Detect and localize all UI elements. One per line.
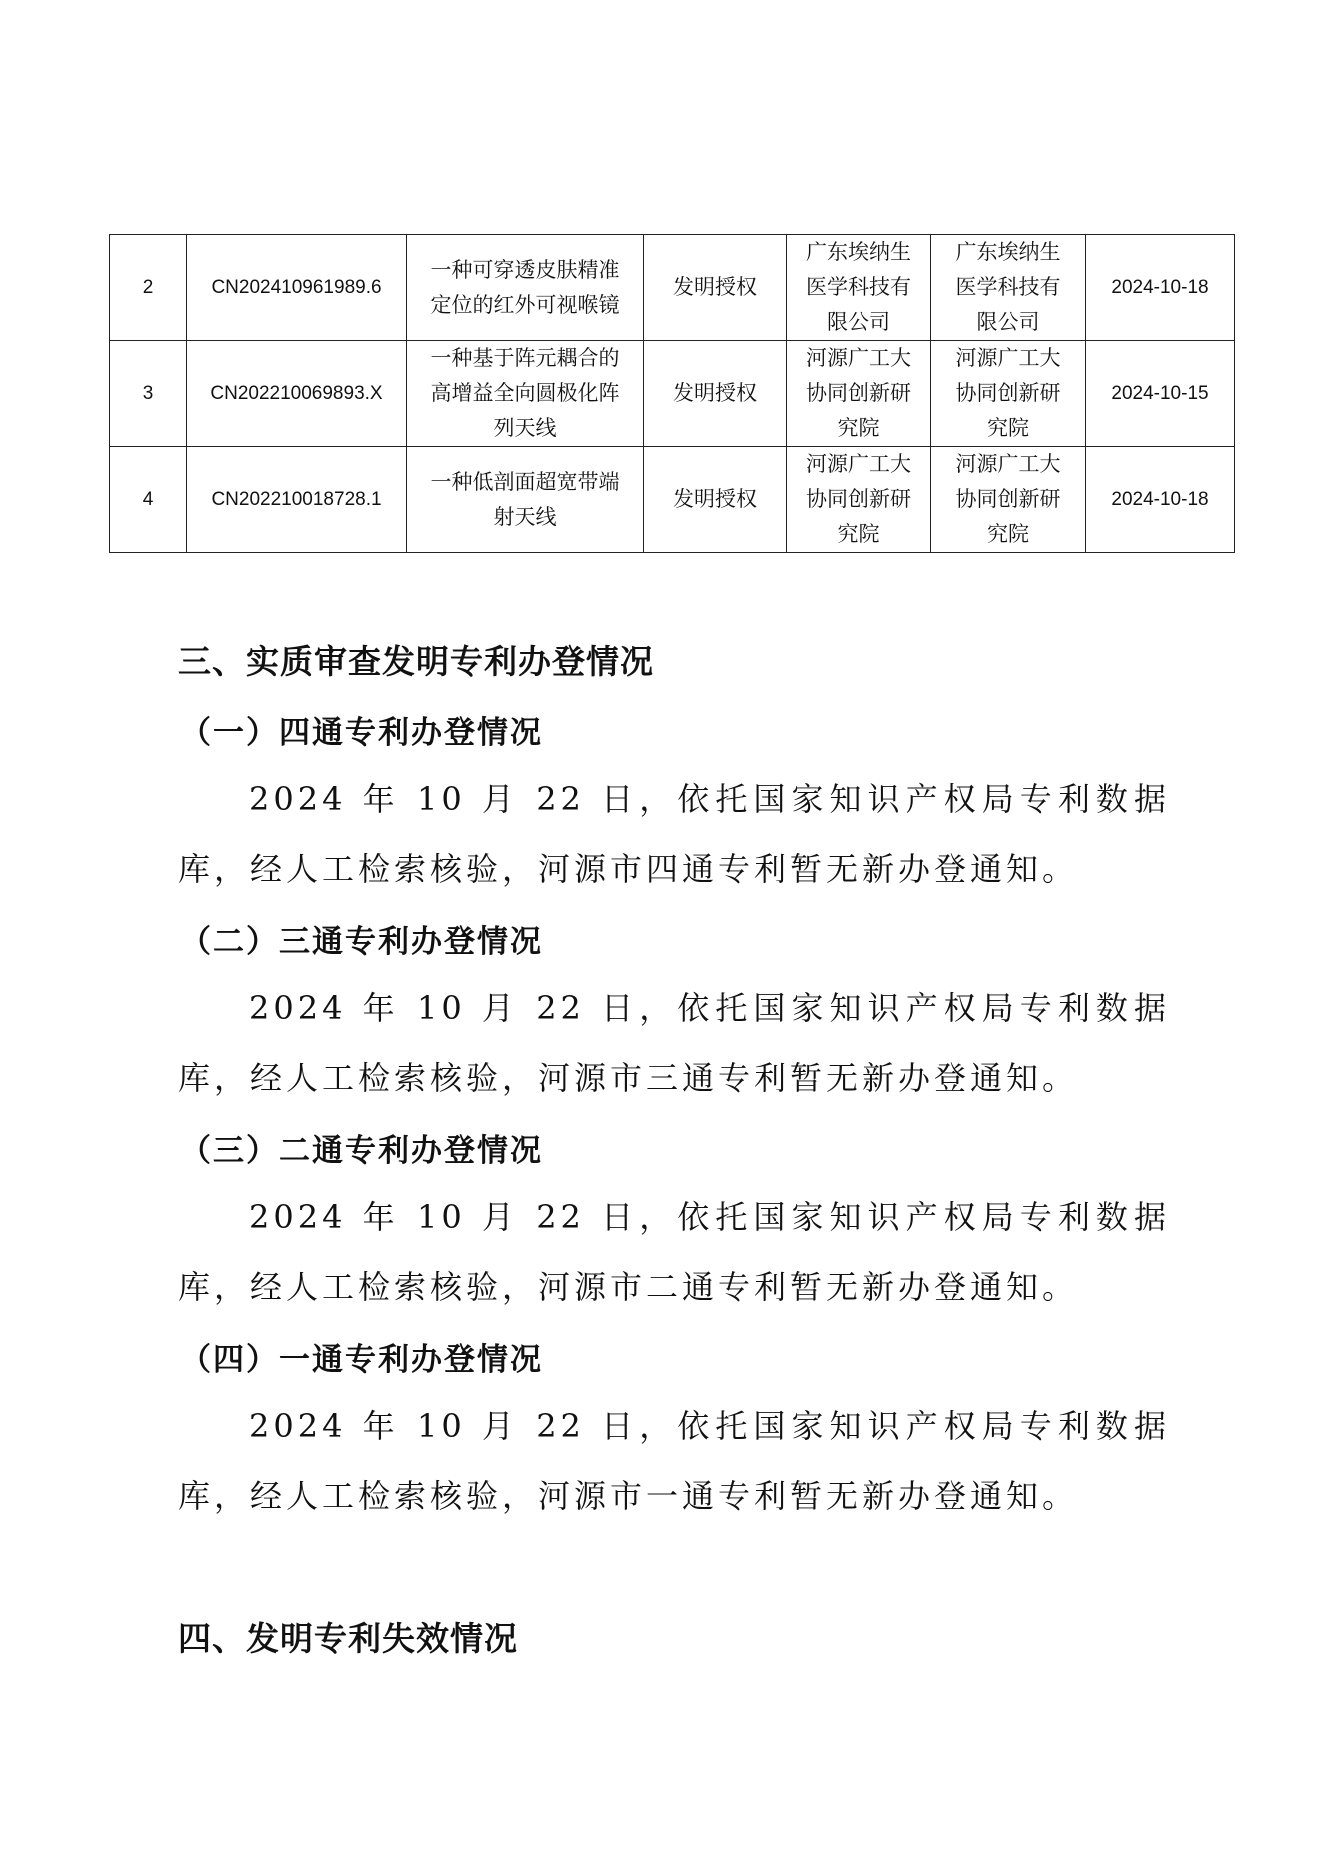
patent-title: 一种可穿透皮肤精准定位的红外可视喉镜 [407, 235, 644, 341]
patent-table [109, 234, 1235, 553]
section3-heading: 三、实质审查发明专利办登情况 [178, 642, 654, 681]
patent-date: 2024-10-18 [1086, 447, 1235, 553]
row-index: 3 [110, 341, 187, 447]
patent-applicant: 广东埃纳生医学科技有限公司 [787, 235, 931, 341]
subsection-paragraph: 2024 年 10 月 22 日，依托国家知识产权局专利数据库，经人工检索核验，河源市二通专利暂无新办登通知。 [178, 1198, 1170, 1306]
subsection-paragraph: 2024 年 10 月 22 日，依托国家知识产权局专利数据库，经人工检索核验，河源市三通专利暂无新办登通知。 [178, 989, 1170, 1097]
patent-holder: 广东埃纳生医学科技有限公司 [931, 235, 1086, 341]
subsection-heading: （二）三通专利办登情况 [180, 924, 543, 960]
row-index: 4 [110, 447, 187, 553]
patent-number: CN202210018728.1 [187, 447, 407, 553]
patent-number: CN202210069893.X [187, 341, 407, 447]
table-row [110, 447, 1235, 553]
patent-holder: 河源广工大协同创新研究院 [931, 341, 1086, 447]
subsection-heading: （三）二通专利办登情况 [180, 1133, 543, 1169]
patent-applicant: 河源广工大协同创新研究院 [787, 341, 931, 447]
patent-title: 一种低剖面超宽带端射天线 [407, 447, 644, 553]
patent-number: CN202410961989.6 [187, 235, 407, 341]
patent-applicant: 河源广工大协同创新研究院 [787, 447, 931, 553]
subsection-paragraph: 2024 年 10 月 22 日，依托国家知识产权局专利数据库，经人工检索核验，河源市四通专利暂无新办登通知。 [178, 780, 1170, 888]
patent-date: 2024-10-15 [1086, 341, 1235, 447]
table-row [110, 235, 1235, 341]
row-index: 2 [110, 235, 187, 341]
patent-holder: 河源广工大协同创新研究院 [931, 447, 1086, 553]
section4-heading: 四、发明专利失效情况 [178, 1619, 518, 1658]
subsection-heading: （一）四通专利办登情况 [180, 715, 543, 751]
patent-title: 一种基于阵元耦合的高增益全向圆极化阵列天线 [407, 341, 644, 447]
patent-type: 发明授权 [644, 447, 787, 553]
table-row [110, 341, 1235, 447]
patent-type: 发明授权 [644, 341, 787, 447]
subsection-heading: （四）一通专利办登情况 [180, 1342, 543, 1378]
patent-date: 2024-10-18 [1086, 235, 1235, 341]
patent-type: 发明授权 [644, 235, 787, 341]
subsection-paragraph: 2024 年 10 月 22 日，依托国家知识产权局专利数据库，经人工检索核验，河源市一通专利暂无新办登通知。 [178, 1407, 1170, 1515]
